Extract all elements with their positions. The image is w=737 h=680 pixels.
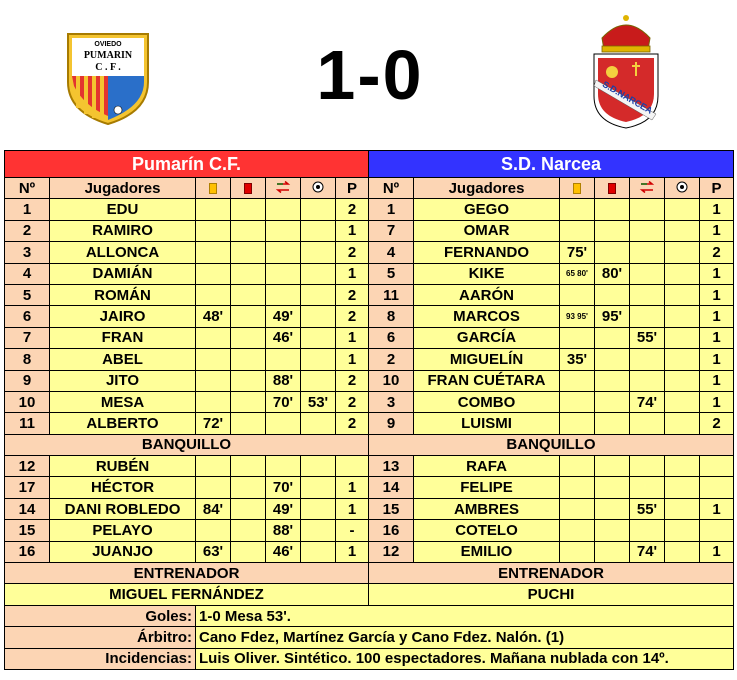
red-card-minute: [231, 242, 266, 263]
goal-minute: [665, 306, 700, 327]
substitution-minute: 55': [630, 327, 665, 348]
logo-line1: OVIEDO: [94, 41, 122, 48]
goal-minute: [665, 413, 700, 434]
goal-minute: [301, 199, 336, 220]
player-name: RAFA: [414, 456, 560, 477]
home-coach-heading: ENTRENADOR: [5, 563, 369, 584]
goal-minute: [665, 477, 700, 498]
referee-value: Cano Fdez, Martínez García y Cano Fdez. Nalón. (1): [196, 627, 734, 648]
red-card-minute: [595, 477, 630, 498]
incidents-label: Incidencias:: [5, 648, 196, 669]
substitution-minute: [630, 199, 665, 220]
player-rating: 1: [700, 284, 734, 305]
red-card-minute: [231, 456, 266, 477]
goal-minute: [301, 220, 336, 241]
player-name: JITO: [50, 370, 196, 391]
goal-header: [665, 178, 700, 199]
goal-minute: [301, 327, 336, 348]
lineup-table: [4, 150, 734, 670]
player-rating: 1: [336, 327, 369, 348]
red-card-minute: [231, 263, 266, 284]
goal-minute: [301, 242, 336, 263]
player-name: AARÓN: [414, 284, 560, 305]
table-row: [5, 584, 734, 605]
player-name: ALBERTO: [50, 413, 196, 434]
player-name: RAMIRO: [50, 220, 196, 241]
num-header: Nº: [369, 178, 414, 199]
substitution-minute: [630, 456, 665, 477]
goal-minute: [301, 284, 336, 305]
substitution-minute: [266, 242, 301, 263]
substitution-minute: 88': [266, 520, 301, 541]
player-rating: 2: [336, 242, 369, 263]
player-number: 2: [5, 220, 50, 241]
substitution-minute: 70': [266, 477, 301, 498]
player-rating: [336, 456, 369, 477]
goal-minute: [301, 413, 336, 434]
player-rating: 2: [700, 242, 734, 263]
table-row: [5, 284, 734, 305]
match-header: [0, 0, 737, 148]
players-header: Jugadores: [414, 178, 560, 199]
yellow-card-minute: 84': [196, 498, 231, 519]
yellow-card-minute: [560, 220, 595, 241]
referee-label: Árbitro:: [5, 627, 196, 648]
red-card-minute: [595, 541, 630, 562]
red-card-minute: [231, 520, 266, 541]
player-name: GEGO: [414, 199, 560, 220]
yellow-card-minute: [560, 327, 595, 348]
red-card-minute: [595, 220, 630, 241]
player-number: 10: [369, 370, 414, 391]
red-card-minute: [231, 220, 266, 241]
football-icon: [312, 181, 324, 193]
player-number: 15: [5, 520, 50, 541]
player-rating: 2: [336, 284, 369, 305]
red-card-minute: [595, 284, 630, 305]
player-name: DAMIÁN: [50, 263, 196, 284]
table-row: [5, 456, 734, 477]
player-name: FELIPE: [414, 477, 560, 498]
player-rating: 1: [336, 477, 369, 498]
goal-minute: [665, 327, 700, 348]
substitution-minute: 88': [266, 370, 301, 391]
player-rating: 2: [336, 199, 369, 220]
table-row: [5, 648, 734, 669]
player-number: 10: [5, 391, 50, 412]
table-row: [5, 220, 734, 241]
yellow-card-minute: [196, 391, 231, 412]
table-row: [5, 199, 734, 220]
red-card-minute: [231, 541, 266, 562]
goal-minute: [665, 498, 700, 519]
player-name: EDU: [50, 199, 196, 220]
player-rating: 1: [700, 370, 734, 391]
goal-minute: [301, 306, 336, 327]
player-rating: 1: [700, 349, 734, 370]
red-card-minute: [595, 327, 630, 348]
away-bench-heading: BANQUILLO: [369, 434, 734, 455]
yellow-card-minute: [196, 370, 231, 391]
player-rating: 1: [700, 498, 734, 519]
red-card-minute: [231, 370, 266, 391]
narcea-crest-logo: [588, 10, 664, 130]
substitution-minute: [630, 520, 665, 541]
player-number: 7: [369, 220, 414, 241]
goal-minute: [665, 349, 700, 370]
yellow-card-minute: [196, 199, 231, 220]
goals-label: Goles:: [5, 605, 196, 626]
player-number: 9: [369, 413, 414, 434]
red-card-minute: [595, 391, 630, 412]
yellow-card-header: [560, 178, 595, 199]
red-card-minute: 95': [595, 306, 630, 327]
red-card-header: [231, 178, 266, 199]
player-rating: 1: [336, 541, 369, 562]
yellow-card-header: [196, 178, 231, 199]
player-number: 7: [5, 327, 50, 348]
player-name: HÉCTOR: [50, 477, 196, 498]
table-row: [5, 563, 734, 584]
player-name: DANI ROBLEDO: [50, 498, 196, 519]
player-name: MARCOS: [414, 306, 560, 327]
yellow-card-minute: 93 95': [560, 306, 595, 327]
substitution-minute: [630, 263, 665, 284]
logo-line3: C . F .: [95, 62, 121, 73]
red-card-minute: [595, 456, 630, 477]
player-rating: 1: [700, 327, 734, 348]
player-name: KIKE: [414, 263, 560, 284]
player-number: 5: [369, 263, 414, 284]
goal-minute: [301, 370, 336, 391]
table-row: [5, 520, 734, 541]
substitution-minute: [266, 199, 301, 220]
player-number: 12: [5, 456, 50, 477]
substitution-minute: 74': [630, 391, 665, 412]
red-card-minute: [595, 349, 630, 370]
substitution-minute: 70': [266, 391, 301, 412]
red-card-minute: [231, 498, 266, 519]
goal-minute: [665, 541, 700, 562]
substitution-icon: [275, 181, 291, 193]
player-number: 17: [5, 477, 50, 498]
player-rating: 1: [336, 220, 369, 241]
player-number: 16: [369, 520, 414, 541]
goal-minute: [665, 284, 700, 305]
substitution-minute: 49': [266, 498, 301, 519]
player-name: JUANJO: [50, 541, 196, 562]
goal-minute: [665, 199, 700, 220]
yellow-card-minute: 72': [196, 413, 231, 434]
away-coach-name: PUCHI: [369, 584, 734, 605]
table-row: [5, 413, 734, 434]
goal-minute: [665, 520, 700, 541]
red-card-minute: [595, 370, 630, 391]
home-team-name: Pumarín C.F.: [5, 151, 369, 178]
substitution-minute: 46': [266, 541, 301, 562]
yellow-card-minute: [196, 477, 231, 498]
yellow-card-minute: [560, 370, 595, 391]
red-card-minute: [595, 242, 630, 263]
goal-minute: [665, 220, 700, 241]
player-number: 6: [369, 327, 414, 348]
goal-minute: [665, 263, 700, 284]
goal-minute: [301, 498, 336, 519]
player-rating: 1: [700, 391, 734, 412]
yellow-card-minute: [196, 220, 231, 241]
yellow-card-minute: [196, 349, 231, 370]
player-number: 11: [369, 284, 414, 305]
table-row: [5, 327, 734, 348]
red-card-minute: [231, 284, 266, 305]
substitution-header: [266, 178, 301, 199]
table-row: [5, 627, 734, 648]
player-name: RUBÉN: [50, 456, 196, 477]
table-row: [5, 242, 734, 263]
red-card-minute: [231, 391, 266, 412]
yellow-card-minute: [196, 284, 231, 305]
substitution-minute: [630, 370, 665, 391]
goals-value: 1-0 Mesa 53'.: [196, 605, 734, 626]
player-number: 13: [369, 456, 414, 477]
player-rating: 2: [700, 413, 734, 434]
player-rating: 1: [700, 220, 734, 241]
red-card-minute: [595, 520, 630, 541]
away-team-name: S.D. Narcea: [369, 151, 734, 178]
player-number: 14: [369, 477, 414, 498]
player-number: 8: [369, 306, 414, 327]
yellow-card-minute: [560, 520, 595, 541]
player-name: COTELO: [414, 520, 560, 541]
player-number: 8: [5, 349, 50, 370]
table-row: [5, 434, 734, 455]
yellow-card-minute: [196, 263, 231, 284]
player-name: OMAR: [414, 220, 560, 241]
substitution-minute: [266, 284, 301, 305]
yellow-card-minute: [560, 541, 595, 562]
red-card-minute: [231, 477, 266, 498]
player-rating: 2: [336, 391, 369, 412]
logo-line2: PUMARIN: [83, 50, 133, 61]
player-number: 16: [5, 541, 50, 562]
player-rating: 1: [336, 498, 369, 519]
red-card-minute: [231, 306, 266, 327]
player-number: 12: [369, 541, 414, 562]
table-row: [5, 306, 734, 327]
home-coach-name: MIGUEL FERNÁNDEZ: [5, 584, 369, 605]
goal-minute: [665, 456, 700, 477]
red-card-minute: [595, 498, 630, 519]
substitution-minute: [630, 413, 665, 434]
player-rating: 2: [336, 370, 369, 391]
pumarin-crest-logo: [62, 30, 154, 126]
player-rating: 1: [336, 349, 369, 370]
red-card-header: [595, 178, 630, 199]
red-card-minute: [595, 413, 630, 434]
substitution-minute: 49': [266, 306, 301, 327]
player-name: COMBO: [414, 391, 560, 412]
goal-minute: [301, 520, 336, 541]
substitution-minute: [630, 477, 665, 498]
player-number: 3: [5, 242, 50, 263]
player-number: 2: [369, 349, 414, 370]
goal-minute: [665, 242, 700, 263]
substitution-minute: 55': [630, 498, 665, 519]
substitution-minute: [266, 220, 301, 241]
red-card-minute: 80': [595, 263, 630, 284]
yellow-card-minute: [560, 284, 595, 305]
table-row: [5, 498, 734, 519]
substitution-minute: [630, 349, 665, 370]
player-name: FRAN: [50, 327, 196, 348]
substitution-minute: [630, 242, 665, 263]
substitution-minute: [630, 284, 665, 305]
player-rating: 1: [336, 263, 369, 284]
player-number: 1: [369, 199, 414, 220]
substitution-minute: [266, 413, 301, 434]
player-name: EMILIO: [414, 541, 560, 562]
substitution-minute: 46': [266, 327, 301, 348]
player-rating: 2: [336, 306, 369, 327]
table-row: [5, 370, 734, 391]
table-row: [5, 263, 734, 284]
player-name: ABEL: [50, 349, 196, 370]
player-name: ROMÁN: [50, 284, 196, 305]
p-header: P: [700, 178, 734, 199]
goal-minute: [301, 263, 336, 284]
player-name: FRAN CUÉTARA: [414, 370, 560, 391]
red-card-minute: [231, 327, 266, 348]
goal-minute: [301, 541, 336, 562]
player-number: 4: [5, 263, 50, 284]
red-card-minute: [231, 199, 266, 220]
table-row: [5, 391, 734, 412]
substitution-minute: [630, 306, 665, 327]
table-row: [5, 349, 734, 370]
yellow-card-minute: 63': [196, 541, 231, 562]
substitution-icon: [639, 181, 655, 193]
substitution-minute: 74': [630, 541, 665, 562]
narcea-logo-text: S.D.NARCEA: [600, 79, 655, 116]
yellow-card-icon: [209, 183, 217, 194]
yellow-card-icon: [573, 183, 581, 194]
substitution-minute: [266, 349, 301, 370]
player-number: 4: [369, 242, 414, 263]
player-rating: 2: [336, 413, 369, 434]
goal-minute: 53': [301, 391, 336, 412]
incidents-value: Luis Oliver. Sintético. 100 espectadores. Mañana nublada con 14º.: [196, 648, 734, 669]
player-name: MIGUELÍN: [414, 349, 560, 370]
player-name: PELAYO: [50, 520, 196, 541]
goal-minute: [301, 477, 336, 498]
player-name: MESA: [50, 391, 196, 412]
player-rating: [700, 477, 734, 498]
goal-minute: [301, 456, 336, 477]
player-number: 6: [5, 306, 50, 327]
yellow-card-minute: [196, 456, 231, 477]
substitution-minute: [266, 456, 301, 477]
player-name: GARCÍA: [414, 327, 560, 348]
player-rating: [700, 520, 734, 541]
player-number: 14: [5, 498, 50, 519]
yellow-card-minute: 35': [560, 349, 595, 370]
yellow-card-minute: [560, 498, 595, 519]
yellow-card-minute: [196, 520, 231, 541]
player-number: 3: [369, 391, 414, 412]
player-number: 9: [5, 370, 50, 391]
num-header: Nº: [5, 178, 50, 199]
p-header: P: [336, 178, 369, 199]
goal-header: [301, 178, 336, 199]
home-bench-heading: BANQUILLO: [5, 434, 369, 455]
player-rating: 1: [700, 306, 734, 327]
substitution-minute: [630, 220, 665, 241]
goal-minute: [665, 370, 700, 391]
player-number: 11: [5, 413, 50, 434]
yellow-card-minute: [196, 242, 231, 263]
yellow-card-minute: [560, 456, 595, 477]
yellow-card-minute: [196, 327, 231, 348]
players-header: Jugadores: [50, 178, 196, 199]
player-name: ALLONCA: [50, 242, 196, 263]
yellow-card-minute: [560, 477, 595, 498]
red-card-minute: [231, 349, 266, 370]
player-rating: 1: [700, 541, 734, 562]
red-card-minute: [595, 199, 630, 220]
red-card-minute: [231, 413, 266, 434]
player-number: 1: [5, 199, 50, 220]
football-icon: [676, 181, 688, 193]
player-rating: -: [336, 520, 369, 541]
player-rating: 1: [700, 263, 734, 284]
player-name: AMBRES: [414, 498, 560, 519]
yellow-card-minute: [560, 413, 595, 434]
table-row: [5, 477, 734, 498]
table-row: [5, 541, 734, 562]
final-score: 1-0: [316, 36, 424, 114]
substitution-minute: [266, 263, 301, 284]
yellow-card-minute: [560, 391, 595, 412]
red-card-icon: [244, 183, 252, 194]
player-rating: 1: [700, 199, 734, 220]
yellow-card-minute: [560, 199, 595, 220]
red-card-icon: [608, 183, 616, 194]
table-row: [5, 605, 734, 626]
yellow-card-minute: 65 80': [560, 263, 595, 284]
player-name: JAIRO: [50, 306, 196, 327]
goal-minute: [301, 349, 336, 370]
player-rating: [700, 456, 734, 477]
player-name: FERNANDO: [414, 242, 560, 263]
away-coach-heading: ENTRENADOR: [369, 563, 734, 584]
yellow-card-minute: 48': [196, 306, 231, 327]
player-number: 5: [5, 284, 50, 305]
player-name: LUISMI: [414, 413, 560, 434]
yellow-card-minute: 75': [560, 242, 595, 263]
goal-minute: [665, 391, 700, 412]
substitution-header: [630, 178, 665, 199]
player-number: 15: [369, 498, 414, 519]
